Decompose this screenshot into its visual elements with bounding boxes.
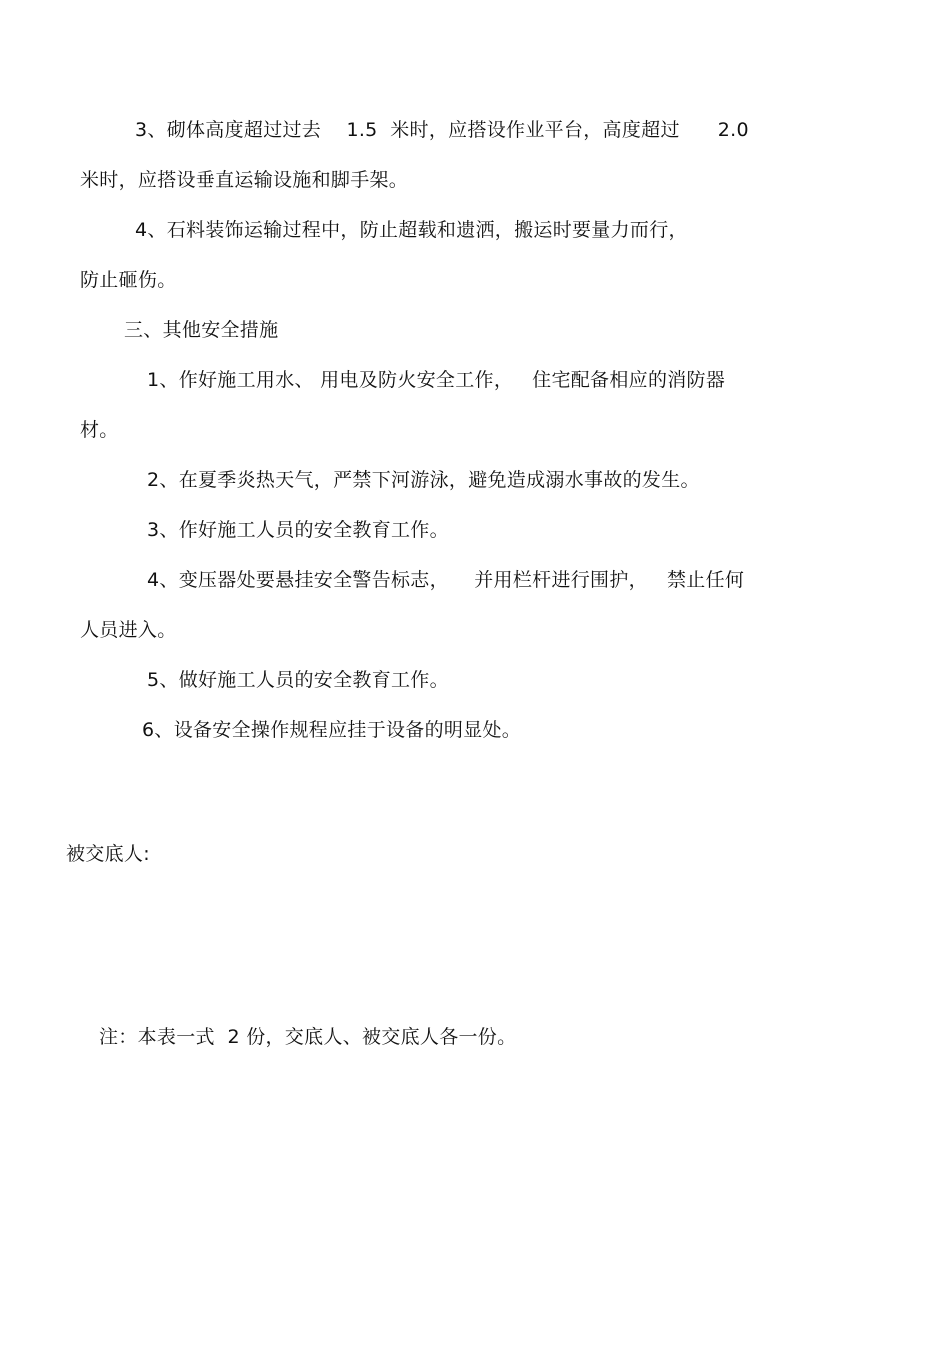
measure-5: 5、做好施工人员的安全教育工作。: [147, 669, 449, 691]
item-4-line-1: 4、石料装饰运输过程中，防止超载和遗洒，搬运时要量力而行，: [135, 219, 688, 241]
item-4-line-2: 防止砸伤。: [80, 269, 177, 291]
recipient-label: 被交底人:: [66, 843, 150, 865]
measure-4-line-2: 人员进入。: [80, 619, 177, 641]
measure-1-line-1: 1、作好施工用水、 用电及防火安全工作， 住宅配备相应的消防器: [147, 369, 726, 391]
footnote: 注：本表一式 2 份，交底人、被交底人各一份。: [99, 1026, 517, 1048]
item-3-line-1: 3、砌体高度超过过去 1.5 米时，应搭设作业平台，高度超过 2.0: [135, 119, 749, 141]
measure-3: 3、作好施工人员的安全教育工作。: [147, 519, 449, 541]
item-3-line-2: 米时，应搭设垂直运输设施和脚手架。: [80, 169, 409, 191]
measure-4-line-1: 4、变压器处要悬挂安全警告标志， 并用栏杆进行围护， 禁止任何: [147, 569, 745, 591]
section-heading: 三、其他安全措施: [124, 319, 279, 341]
measure-6: 6、设备安全操作规程应挂于设备的明显处。: [142, 719, 522, 741]
measure-1-line-2: 材。: [80, 419, 119, 441]
measure-2: 2、在夏季炎热天气，严禁下河游泳，避免造成溺水事故的发生。: [147, 469, 700, 491]
